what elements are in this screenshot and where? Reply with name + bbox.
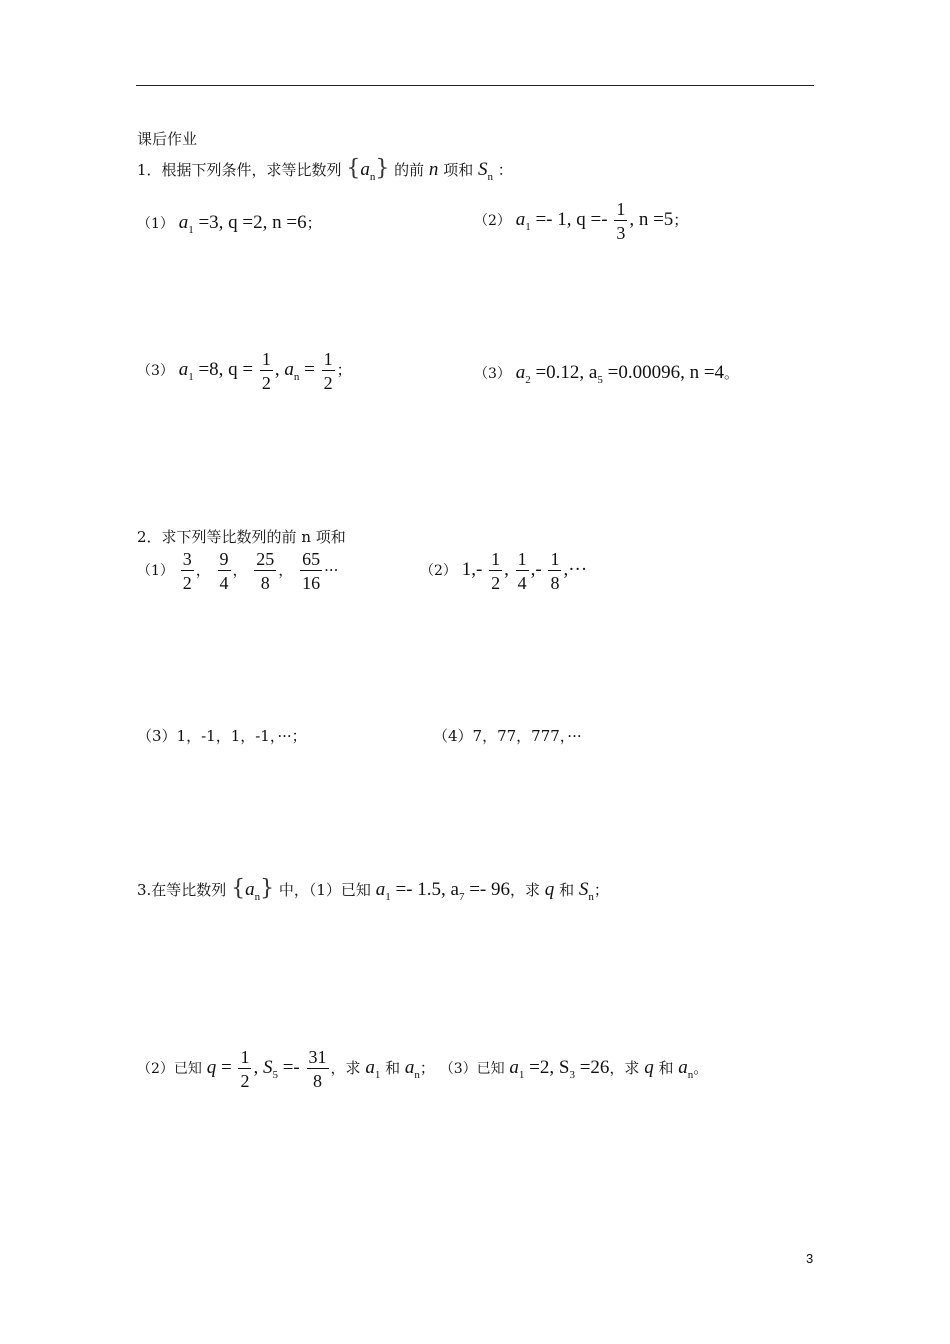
section-title: 课后作业: [137, 130, 198, 148]
q2-part1: （1） $\frac{3}{2}$ ， $\frac{9}{4}$ ， $\frac{25}{8}$ ， $\frac{65}{16}$ ···: [137, 549, 339, 593]
q3-part2: （2）已知 q = $\frac{1}{2}$ , $S_5$ =- $\frac{31}{8}$ ，求 $a_1$ 和 $a_n$； （3）已知 $a_1 =2$, $S_3 =26$，求 q 和 $a_n$。: [137, 1047, 709, 1091]
q2-heading: 2．求下列等比数列的前 n 项和: [137, 528, 346, 546]
q3-heading: 3.在等比数列 $\{a_n\}$ 中，（1）已知 $a_1 =- 1.5$, $a_7 =- 96$，求 q 和 $S_n$；: [137, 876, 609, 903]
q2-part4: （4）7，77，777，···: [433, 727, 582, 745]
q1-part4: （3） $a_2 =0.12$, $a_5 =0.00096$, n =4。: [474, 362, 740, 386]
q1-heading: 1．根据下列条件，求等比数列 $\{a_n\}$ 的前 n 项和 $S_n$ ：: [137, 156, 513, 183]
header-rule: [136, 85, 814, 86]
q1-part2: （2） $a_1 =- 1$, q =- $\frac{1}{3}$ , n =5；: [474, 199, 689, 243]
q2-part3: （3）1，-1，1，-1，···；: [137, 727, 307, 745]
page-number: 3: [806, 1251, 814, 1266]
q1-part1: （1） $a_1 =3$, q =2, n =6；: [137, 212, 322, 236]
q2-part2: （2） 1,- $\frac{1}{2}$ , $\frac{1}{4}$ ,- $\frac{1}{8}$ ,···: [420, 549, 588, 593]
q1-part3: （3） $a_1 =8$, q = $\frac{1}{2}$ , $a_n$ = $\frac{1}{2}$ ；: [137, 349, 352, 393]
